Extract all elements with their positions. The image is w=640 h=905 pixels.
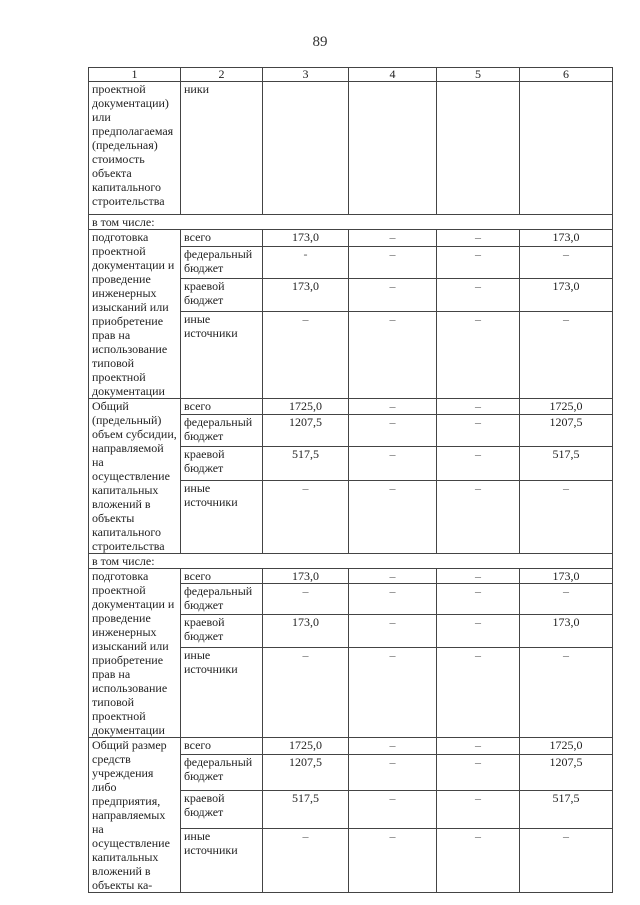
value-cell: – <box>437 278 520 311</box>
row-label: всего <box>181 569 263 584</box>
value-cell: – <box>437 569 520 584</box>
row-label: иные источники <box>181 311 263 398</box>
value-cell: – <box>349 247 437 278</box>
value-cell: – <box>520 311 613 398</box>
subheading-row <box>89 215 613 230</box>
header-cell: 2 <box>181 68 263 82</box>
value-cell: - <box>263 247 349 278</box>
value-cell: – <box>263 480 349 553</box>
value-cell: – <box>349 414 437 446</box>
row-label: всего <box>181 399 263 415</box>
value-cell: 517,5 <box>520 447 613 481</box>
subheading: в том числе: <box>89 554 613 569</box>
value-cell: – <box>349 828 437 892</box>
value-cell: – <box>437 584 520 615</box>
header-cell: 6 <box>520 68 613 82</box>
value-cell: – <box>520 828 613 892</box>
value-cell: 1207,5 <box>263 414 349 446</box>
value-cell: – <box>263 311 349 398</box>
table-row <box>89 569 613 584</box>
row-label: федеральный бюджет <box>181 247 263 278</box>
row-description: Общий размер средств учреждения либо предприятия, направляемых на осуществление капитальных вложений в объекты ка- <box>89 738 181 893</box>
value-cell: – <box>349 447 437 481</box>
value-cell: 1725,0 <box>263 399 349 415</box>
row-label: краевой бюджет <box>181 447 263 481</box>
row-description: Общий (предельный) объем субсидии, направляемой на осуществление капитальных вложений в объекты капитального строительства <box>89 399 181 554</box>
row-label: краевой бюджет <box>181 790 263 828</box>
subheading-row <box>89 554 613 569</box>
value-cell: – <box>349 230 437 247</box>
budget-table <box>88 67 613 893</box>
value-cell: – <box>349 738 437 755</box>
value-cell: – <box>437 738 520 755</box>
value-cell: – <box>349 647 437 737</box>
row-label: всего <box>181 230 263 247</box>
value-cell <box>349 82 437 215</box>
table-row <box>89 230 613 247</box>
value-cell: – <box>437 615 520 648</box>
value-cell: – <box>437 230 520 247</box>
value-cell: – <box>520 480 613 553</box>
row-description: подготовка проектной документации и проведение инженерных изысканий или приобретение прав на использование типовой проектной документации <box>89 569 181 738</box>
value-cell: 517,5 <box>520 790 613 828</box>
value-cell: 173,0 <box>263 569 349 584</box>
value-cell: 173,0 <box>520 230 613 247</box>
header-cell: 5 <box>437 68 520 82</box>
table-row <box>89 738 613 755</box>
value-cell: – <box>520 584 613 615</box>
value-cell <box>263 82 349 215</box>
page-number: 89 <box>312 34 328 50</box>
value-cell: – <box>349 615 437 648</box>
header-cell: 4 <box>349 68 437 82</box>
value-cell: 173,0 <box>263 278 349 311</box>
value-cell: – <box>437 311 520 398</box>
value-cell: – <box>263 647 349 737</box>
value-cell: – <box>437 755 520 791</box>
value-cell: 173,0 <box>520 569 613 584</box>
value-cell: – <box>437 480 520 553</box>
row-label: краевой бюджет <box>181 278 263 311</box>
value-cell: – <box>437 414 520 446</box>
value-cell: 1725,0 <box>520 738 613 755</box>
value-cell: – <box>437 247 520 278</box>
row-label: иные источники <box>181 828 263 892</box>
value-cell: – <box>520 647 613 737</box>
value-cell: – <box>349 480 437 553</box>
value-cell: – <box>263 584 349 615</box>
value-cell: – <box>349 278 437 311</box>
row-label: федеральный бюджет <box>181 584 263 615</box>
row-label: федеральный бюджет <box>181 755 263 791</box>
table-row <box>89 399 613 415</box>
row-label: всего <box>181 738 263 755</box>
value-cell: 1725,0 <box>520 399 613 415</box>
value-cell: 517,5 <box>263 790 349 828</box>
header-row <box>89 68 613 82</box>
value-cell: 1725,0 <box>263 738 349 755</box>
row-label: иные источники <box>181 480 263 553</box>
value-cell: 173,0 <box>520 278 613 311</box>
value-cell: – <box>263 828 349 892</box>
value-cell: 1207,5 <box>520 755 613 791</box>
value-cell <box>437 82 520 215</box>
value-cell <box>520 82 613 215</box>
value-cell: – <box>437 447 520 481</box>
value-cell: – <box>349 569 437 584</box>
value-cell: – <box>437 790 520 828</box>
value-cell: – <box>437 828 520 892</box>
row-label: федеральный бюджет <box>181 414 263 446</box>
value-cell: 173,0 <box>263 615 349 648</box>
header-cell: 1 <box>89 68 181 82</box>
value-cell: 1207,5 <box>263 755 349 791</box>
table-row <box>89 82 613 215</box>
value-cell: – <box>349 790 437 828</box>
value-cell: 173,0 <box>520 615 613 648</box>
row-label: иные источники <box>181 647 263 737</box>
row-label: ники <box>181 82 263 215</box>
subheading: в том числе: <box>89 215 613 230</box>
value-cell: – <box>349 755 437 791</box>
value-cell: 173,0 <box>263 230 349 247</box>
value-cell: – <box>349 399 437 415</box>
value-cell: – <box>437 399 520 415</box>
row-description: проектной документации) или предполагаемая (предельная) стоимость объекта капитального строительства <box>89 82 181 215</box>
value-cell: – <box>520 247 613 278</box>
row-label: краевой бюджет <box>181 615 263 648</box>
value-cell: – <box>349 584 437 615</box>
value-cell: – <box>349 311 437 398</box>
value-cell: 1207,5 <box>520 414 613 446</box>
value-cell: 517,5 <box>263 447 349 481</box>
header-cell: 3 <box>263 68 349 82</box>
value-cell: – <box>437 647 520 737</box>
row-description: подготовка проектной документации и проведение инженерных изысканий или приобретение прав на использование типовой проектной документации <box>89 230 181 399</box>
